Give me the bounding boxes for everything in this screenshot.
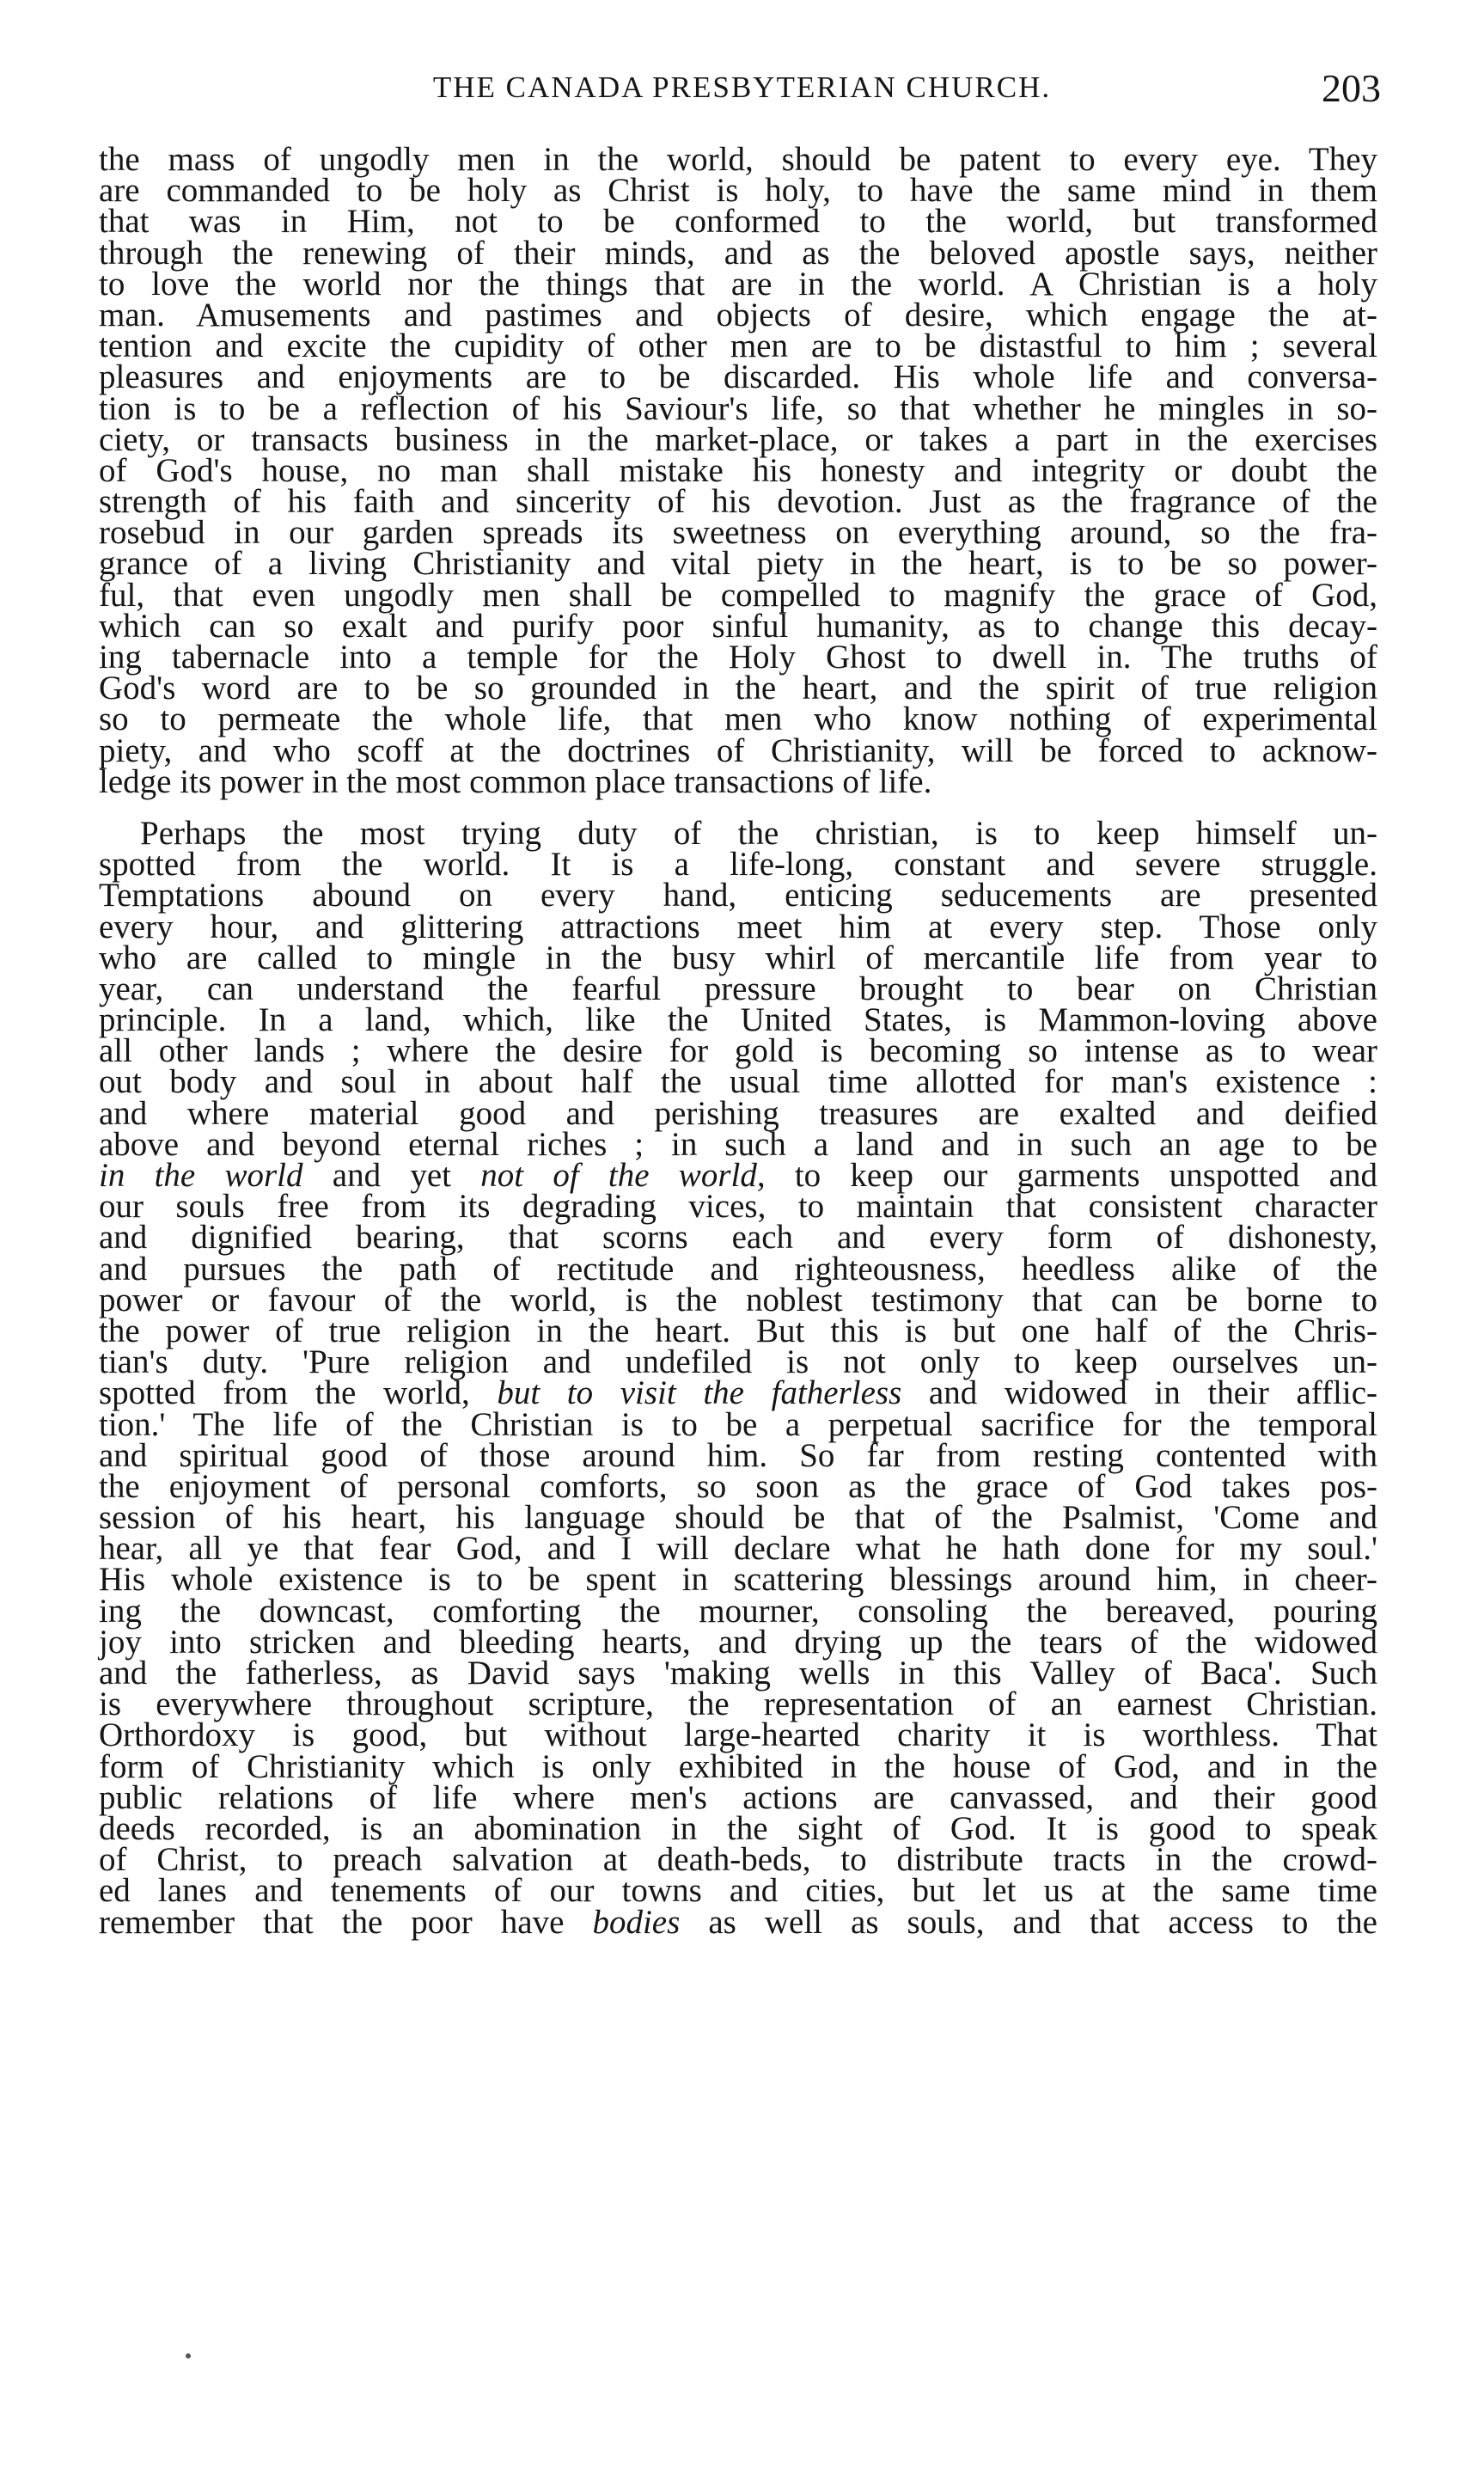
stray-ink-mark (186, 2353, 191, 2358)
text-line: of Christ, to preach salvation at death-beds, to distribute tracts in the crowd- (99, 1841, 1377, 1879)
text-line: man. Amusements and pastimes and objects of desire, which engage the at- (99, 296, 1377, 333)
text-line: of God's house, no man shall mistake his honesty and integrity or doubt the (99, 451, 1377, 489)
running-header (103, 66, 1381, 122)
text-line: grance of a living Christianity and vital piety in the heart, is to be so power- (99, 545, 1377, 583)
text-line: spotted from the world. It is a life-long, constant and severe struggle. (99, 846, 1377, 884)
text-line: who are called to mingle in the busy whirl of mercantile life from year to (99, 939, 1377, 976)
text-line: joy into stricken and bleeding hearts, and drying up the tears of the widowed (99, 1623, 1377, 1661)
page-number: 203 (1322, 66, 1381, 110)
text-line: the mass of ungodly men in the world, should be patent to every eye. They (99, 141, 1377, 178)
text-line: and pursues the path of rectitude and righteousness, heedless alike of the (99, 1250, 1377, 1288)
text-line: tion is to be a reflection of his Saviour's life, so that whether he mingles in so- (99, 389, 1377, 427)
text-line: public relations of life where men's actions are canvassed, and their good (99, 1778, 1377, 1816)
text-line: power or favour of the world, is the noblest testimony that can be borne to (99, 1281, 1377, 1318)
text-line: and the fatherless, as David says 'making wells in this Valley of Baca'. Such (99, 1655, 1377, 1692)
text-line: that was in Him, not to be conformed to the world, but transformed (99, 203, 1377, 241)
text-line: His whole existence is to be spent in scattering blessings around him, in cheer- (99, 1561, 1377, 1599)
running-title: THE CANADA PRESBYTERIAN CHURCH. (432, 70, 1052, 104)
text-line: ciety, or transacts business in the market-place, or takes a part in the exercises (99, 420, 1377, 458)
text-line: above and beyond eternal riches ; in such a land and in such an age to be (99, 1125, 1377, 1163)
text-line: pleasures and enjoyments are to be discarded. His whole life and conversa- (99, 358, 1377, 396)
text-line: hear, all ye that fear God, and I will declare what he hath done for my soul.' (99, 1530, 1377, 1568)
text-line: the power of true religion in the heart. But this is but one half of the Chris- (99, 1312, 1377, 1349)
text-line: year, can understand the fearful pressure brought to bear on Christian (99, 970, 1377, 1007)
body-text (99, 141, 1378, 1941)
text-line: spotted from the world, but to visit the fatherless and widowed in their afflic- (99, 1374, 1378, 1412)
text-line: remember that the poor have bodies as well as souls, and that access to the (99, 1903, 1377, 1941)
text-line: God's word are to be so grounded in the heart, and the spirit of true religion (99, 670, 1377, 707)
text-line: tion.' The life of the Christian is to be a perpetual sacrifice for the temporal (99, 1405, 1377, 1443)
text-line: ing the downcast, comforting the mourner, consoling the bereaved, pouring (99, 1592, 1377, 1630)
text-line: tention and excite the cupidity of other men are to be distastful to him ; several (99, 327, 1377, 365)
text-line: deeds recorded, is an abomination in the sight of God. It is good to speak (99, 1809, 1377, 1847)
paragraph-2 (99, 814, 1378, 1941)
text-line: every hour, and glittering attractions meet him at every step. Those only (99, 908, 1377, 945)
text-line: and spiritual good of those around him. So far from resting contented with (99, 1436, 1377, 1474)
paragraph-1 (99, 141, 1377, 800)
text-line: piety, and who scoff at the doctrines of Christianity, will be forced to acknow- (99, 731, 1377, 769)
text-line: all other lands ; where the desire for gold is becoming so intense as to wear (99, 1032, 1377, 1070)
text-line: out body and soul in about half the usual time allotted for man's existence : (99, 1063, 1377, 1101)
text-line: is everywhere throughout scripture, the representation of an earnest Christian. (99, 1685, 1377, 1723)
text-line: are commanded to be holy as Christ is holy, to have the same mind in them (99, 172, 1377, 210)
text-line: ful, that even ungodly men shall be compelled to magnify the grace of God, (99, 576, 1377, 614)
text-line: our souls free from its degrading vices, to maintain that consistent character (99, 1188, 1377, 1226)
text-line: strength of his faith and sincerity of his devotion. Just as the fragrance of the (99, 483, 1377, 521)
text-line: in the world and yet not of the world, to keep our garments unspotted and (99, 1157, 1377, 1194)
text-line: Temptations abound on every hand, enticing seducements are presented (99, 877, 1377, 915)
text-line: the enjoyment of personal comforts, so soon as the grace of God takes pos- (99, 1467, 1377, 1505)
text-line: and dignified bearing, that scorns each and every form of dishonesty, (99, 1219, 1377, 1257)
text-line: through the renewing of their minds, and as the beloved apostle says, neither (99, 234, 1377, 272)
text-line: to love the world nor the things that are in the world. A Christian is a holy (99, 265, 1377, 303)
text-line: Orthordoxy is good, but without large-hearted charity it is worthless. That (99, 1716, 1377, 1754)
text-line: and where material good and perishing treasures are exalted and deified (99, 1094, 1377, 1132)
text-line: session of his heart, his language should be that of the Psalmist, 'Come and (99, 1499, 1377, 1537)
text-line: principle. In a land, which, like the United States, is Mammon-loving above (99, 1001, 1377, 1039)
text-line: ed lanes and tenements of our towns and cities, but let us at the same time (99, 1872, 1377, 1910)
text-line: ledge its power in the most common place transactions of life. (99, 762, 932, 800)
text-line: which can so exalt and purify poor sinful humanity, as to change this decay- (99, 607, 1377, 645)
text-line: ing tabernacle into a temple for the Holy Ghost to dwell in. The truths of (99, 639, 1377, 676)
text-line: rosebud in our garden spreads its sweetness on everything around, so the fra- (99, 514, 1377, 552)
text-line: form of Christianity which is only exhibited in the house of God, and in the (99, 1747, 1377, 1785)
text-line: tian's duty. 'Pure religion and undefiled is not only to keep ourselves un- (99, 1343, 1377, 1381)
text-line: Perhaps the most trying duty of the christian, is to keep himself un- (140, 814, 1377, 852)
text-line: so to permeate the whole life, that men who know nothing of experimental (99, 701, 1377, 738)
